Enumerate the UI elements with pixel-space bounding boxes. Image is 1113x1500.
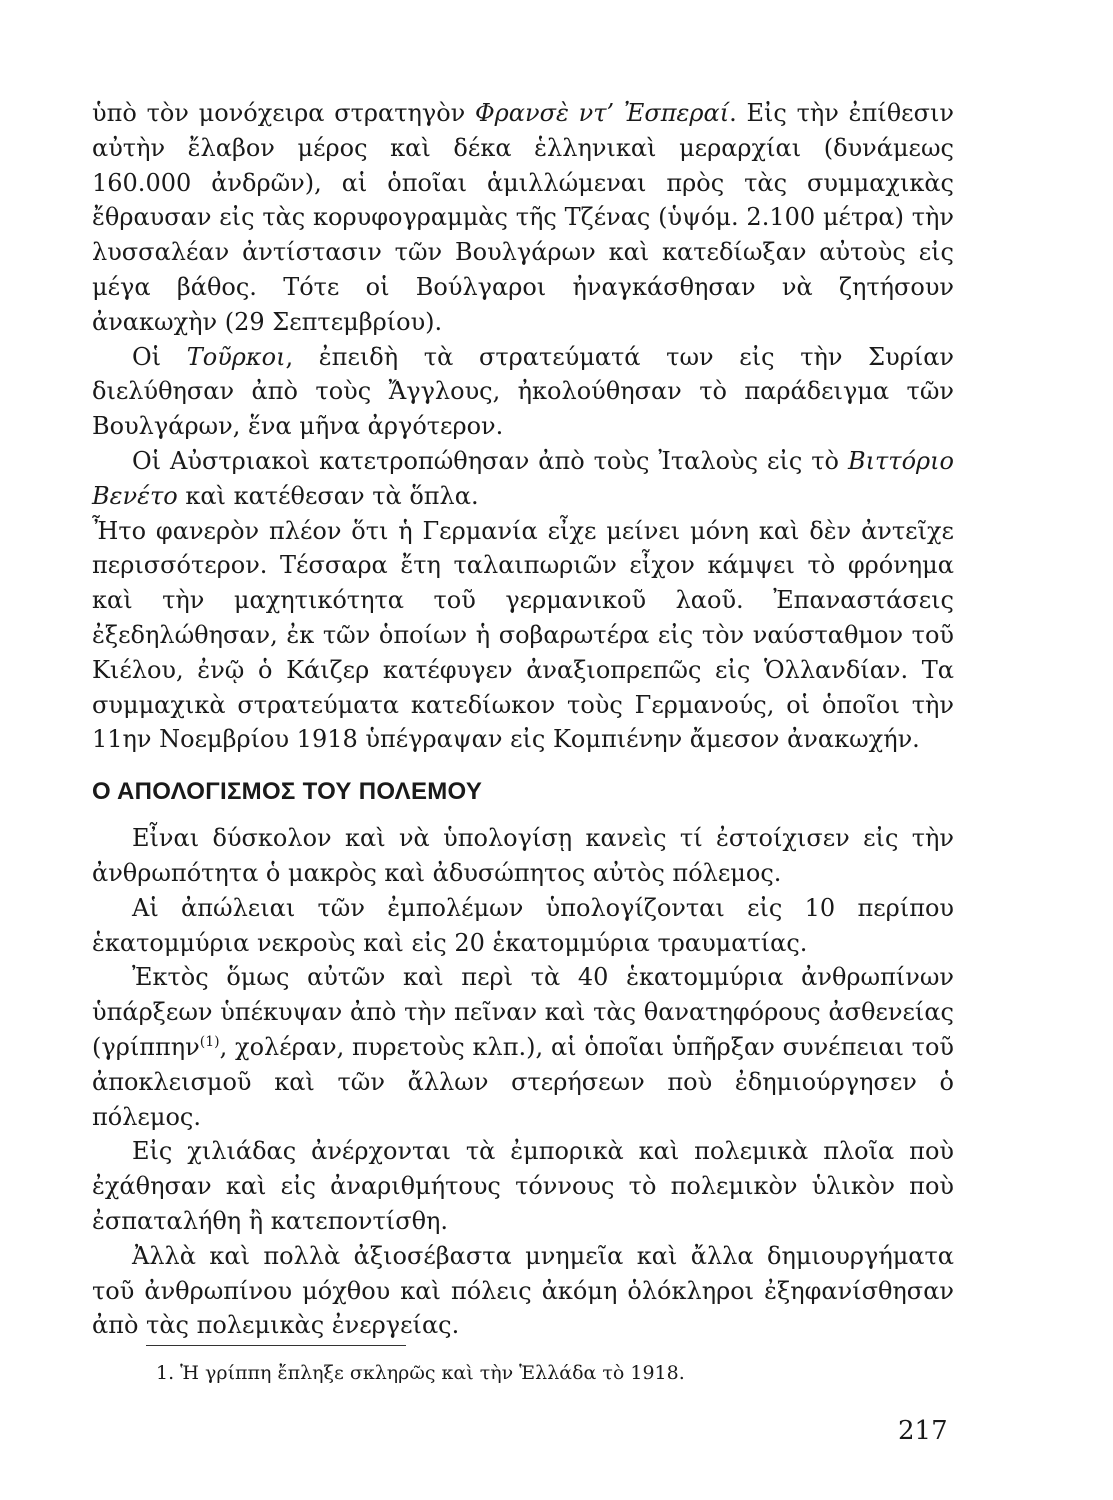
text-run: Ἐκτὸς ὅμως αὐτῶν καὶ περὶ τὰ 40 ἑκατομμύρια ἀνθρωπίνων ὑπάρξεων ὑπέκυψαν ἀπὸ τὴν πεῖναν καὶ τὰς θανατηφόρους ἀσθενείας (γρίππην xyxy=(92,963,954,1061)
paragraph-austrians xyxy=(92,444,954,514)
italic-name: Φρανσὲ ντ’ Ἐσπεραί xyxy=(475,99,730,127)
footnote: 1. Ἡ γρίππη ἔπληξε σκληρῶς καὶ τὴν Ἑλλάδα τὸ 1918. xyxy=(156,1362,685,1384)
paragraph-losses: Αἱ ἀπώλειαι τῶν ἐμπολέμων ὑπολογίζονται εἰς 10 περίπου ἑκατομμύρια νεκροὺς καὶ εἰς 20 ἑκατομμύρια τραυματίας. xyxy=(92,893,954,957)
paragraph-monuments: Ἀλλὰ καὶ πολλὰ ἀξιοσέβαστα μνημεῖα καὶ ἄλλα δημιουργήματα τοῦ ἀνθρωπίνου μόχθου καὶ πόλεις ἀκόμη ὁλόκληροι ἐξηφανίσθησαν ἀπὸ τὰς πολεμικὰς ἐνεργείας. xyxy=(92,1241,954,1340)
italic-place: Βιττόριο Βενέτο xyxy=(92,446,954,510)
footnote-reference[interactable]: (1) xyxy=(199,1033,220,1050)
text-run: , ἐπειδὴ τὰ στρατεύματά των εἰς τὴν Συρίαν διελύθησαν ἀπὸ τοὺς Ἄγγλους, ἠκολούθησαν τὸ παράδειγμα τῶν Βουλγάρων, ἕνα μῆνα ἀργότερον. xyxy=(92,342,954,441)
paragraph-turks xyxy=(92,340,954,444)
paragraph-ships: Εἰς χιλιάδας ἀνέρχονται τὰ ἐμπορικὰ καὶ πολεμικὰ πλοῖα ποὺ ἐχάθησαν καὶ εἰς ἀναριθμήτους τόννους τὸ πολεμικὸν ὑλικὸν ποὺ ἐσπαταλήθη ἢ κατεποντίσθη. xyxy=(92,1137,954,1235)
section-heading: Ο ΑΠΟΛΟΓΙΣΜΟΣ ΤΟΥ ΠΟΛΕΜΟΥ xyxy=(92,778,483,806)
page-number: 217 xyxy=(898,1416,948,1446)
paragraph-difficulty: Εἶναι δύσκολον καὶ νὰ ὑπολογίσῃ κανεὶς τί ἐστοίχισεν εἰς τὴν ἀνθρωπότητα ὁ μακρὸς καὶ ἀδυσώπητος αὐτὸς πόλεμος. xyxy=(92,824,954,887)
paragraph-famine xyxy=(92,960,954,1134)
paragraph-continuation xyxy=(92,96,954,340)
footnote-divider xyxy=(146,1345,406,1346)
paragraph-germany: Ἦτο φανερὸν πλέον ὅτι ἡ Γερμανία εἶχε μείνει μόνη καὶ δὲν ἀντεῖχε περισσότερον. Τέσσαρα ἔτη ταλαιπωριῶν εἶχον κάμψει τὸ φρόνημα καὶ τὴν μαχητικότητα τοῦ γερμανικοῦ λαοῦ. Ἐπαναστάσεις ἐξεδηλώθησαν, ἐκ τῶν ὁποίων ἡ σοβαρωτέρα εἰς τὸν ναύσταθμον τοῦ Κιέλου, ἐνῷ ὁ Κάιζερ κατέφυγεν ἀναξιοπρεπῶς εἰς Ὁλλανδίαν. Τα συμμαχικὰ στρατεύματα κατεδίωκον τοὺς Γερμανούς, οἱ ὁποῖοι τὴν 11ην Νοεμβρίου 1918 ὑπέγραψαν εἰς Κομπιένην ἄμεσον ἀνακωχήν. xyxy=(92,516,954,754)
text-run: . Εἰς τὴν ἐπίθεσιν αὐτὴν ἔλαβον μέρος καὶ δέκα ἑλληνικαὶ μεραρχίαι (δυνάμεως 160.000 ἀνδρῶν), αἱ ὁποῖαι ἁμιλλώμεναι πρὸς τὰς συμμαχικὰς ἔθραυσαν εἰς τὰς κορυφογραμμὰς τῆς Τζένας (ὑψόμ. 2.100 μέτρα) τὴν λυσσαλέαν ἀντίστασιν τῶν Βουλγάρων καὶ κατεδίωξαν αὐτοὺς εἰς μέγα βάθος. Τότε οἱ Βούλγαροι ἠναγκάσθησαν νὰ ζητήσουν ἀνακωχὴν (29 Σεπτεμβρίου). xyxy=(92,99,954,336)
text-run: ὑπὸ τὸν μονόχειρα στρατηγὸν xyxy=(92,99,475,127)
text-run: Οἱ Αὐστριακοὶ κατετροπώθησαν ἀπὸ τοὺς Ἰταλοὺς εἰς τὸ xyxy=(132,446,848,475)
italic-name: Τοῦρκοι xyxy=(186,342,286,371)
text-run: καὶ κατέθεσαν τὰ ὅπλα. xyxy=(177,481,479,510)
text-run: , χολέραν, πυρετοὺς κλπ.), αἱ ὁποῖαι ὑπῆρξαν συνέπειαι τοῦ ἀποκλεισμοῦ καὶ τῶν ἄλλων στερήσεων ποὺ ἐδημιούργησεν ὁ πόλεμος. xyxy=(92,1032,954,1131)
text-run: Οἱ xyxy=(132,342,187,371)
page-body xyxy=(92,96,954,1343)
